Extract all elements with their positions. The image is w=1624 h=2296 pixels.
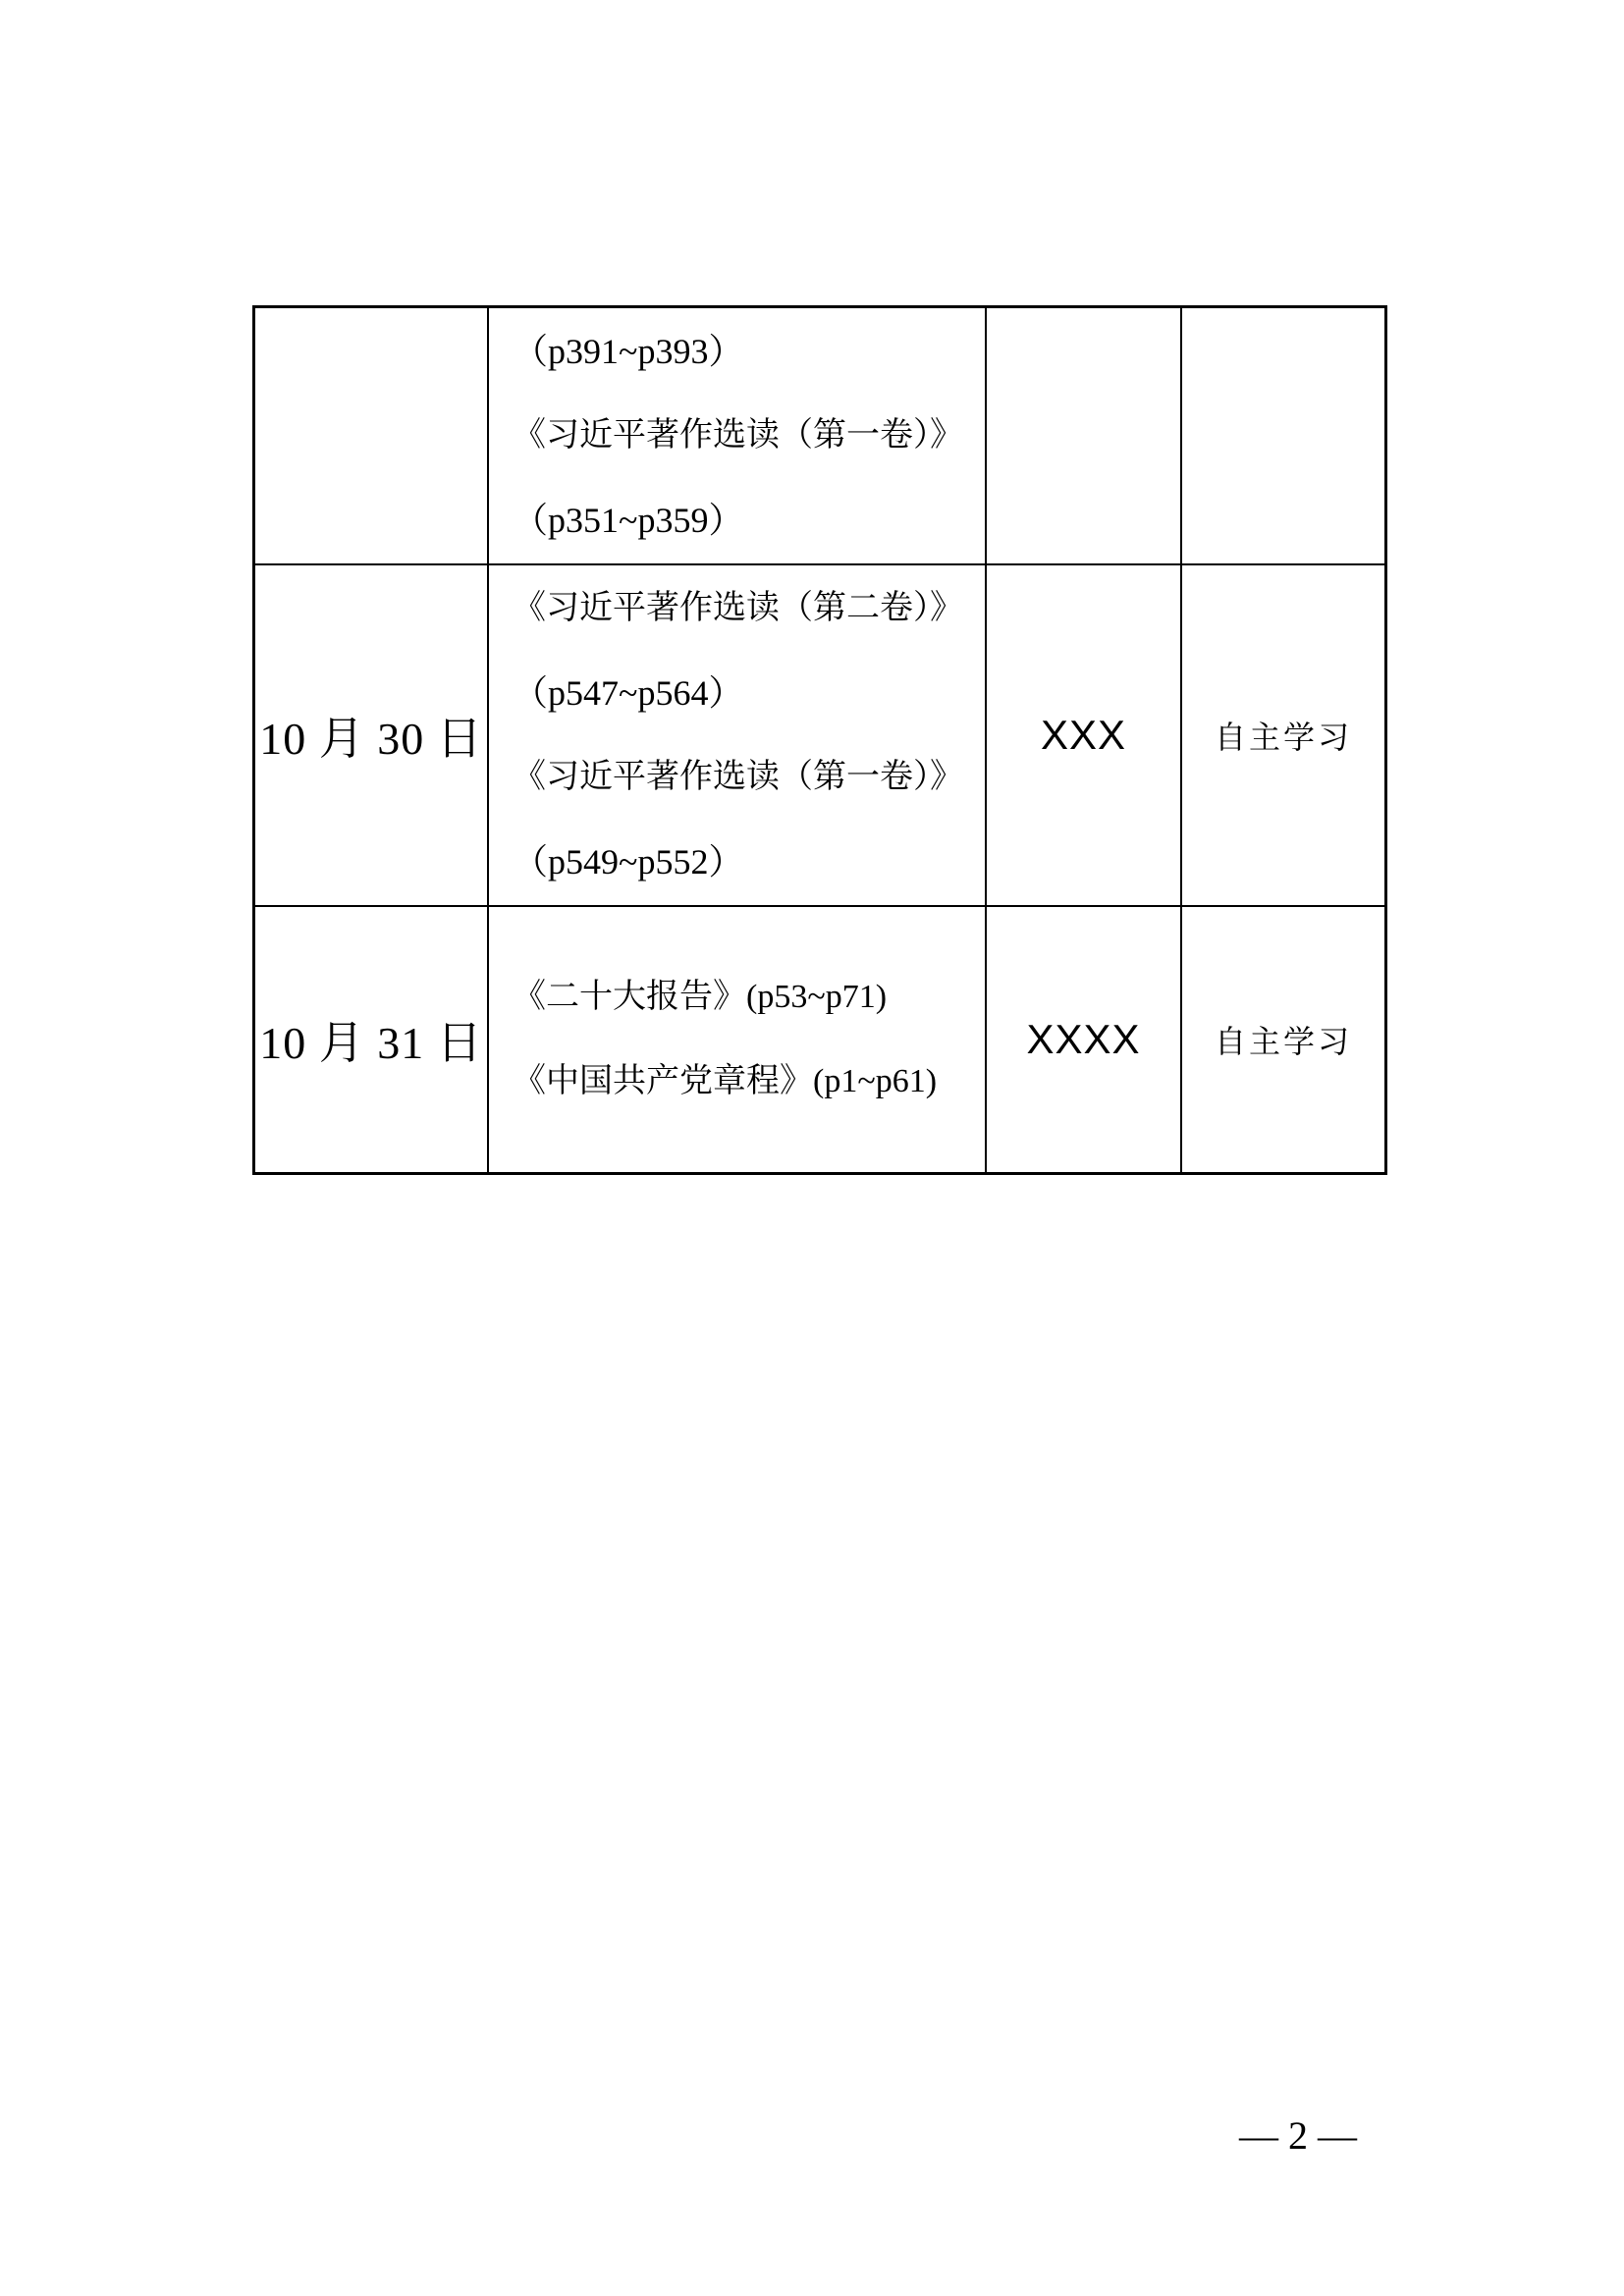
table-cell-materials-row1 <box>489 308 987 565</box>
page-number: — 2 — <box>1239 2113 1357 2158</box>
table-cell-person-row1 <box>987 308 1182 565</box>
material-line: （p547~p564） <box>513 673 744 713</box>
material-line: 《习近平著作选读（第一卷）》 <box>513 759 963 795</box>
date-label: 10 月 30 日 <box>259 714 483 764</box>
table-cell-mode-row3 <box>1182 907 1384 1172</box>
material-line: （p391~p393） <box>513 332 744 371</box>
table-cell-person-row3 <box>987 907 1182 1172</box>
table-cell-mode-row2 <box>1182 565 1384 907</box>
study-schedule-table <box>252 305 1387 1175</box>
material-line: 《习近平著作选读（第二卷）》 <box>513 590 963 626</box>
person-label: XXX <box>1040 712 1127 758</box>
material-line: 《二十大报告》(p53~p71) <box>513 979 888 1015</box>
date-label: 10 月 31 日 <box>259 1018 483 1068</box>
person-label: XXXX <box>1026 1016 1141 1062</box>
mode-label: 自主学习 <box>1214 1024 1352 1059</box>
material-line: （p351~p359） <box>513 501 744 540</box>
table-cell-mode-row1 <box>1182 308 1384 565</box>
table-cell-person-row2 <box>987 565 1182 907</box>
table-cell-date-row2 <box>255 565 489 907</box>
table-cell-materials-row3 <box>489 907 987 1172</box>
table-cell-date-row3 <box>255 907 489 1172</box>
material-line: 《习近平著作选读（第一卷）》 <box>513 417 963 454</box>
mode-label: 自主学习 <box>1214 720 1352 755</box>
table-cell-date-row1 <box>255 308 489 565</box>
material-line: （p549~p552） <box>513 842 744 881</box>
table-cell-materials-row2 <box>489 565 987 907</box>
material-line: 《中国共产党章程》(p1~p61) <box>513 1063 938 1099</box>
